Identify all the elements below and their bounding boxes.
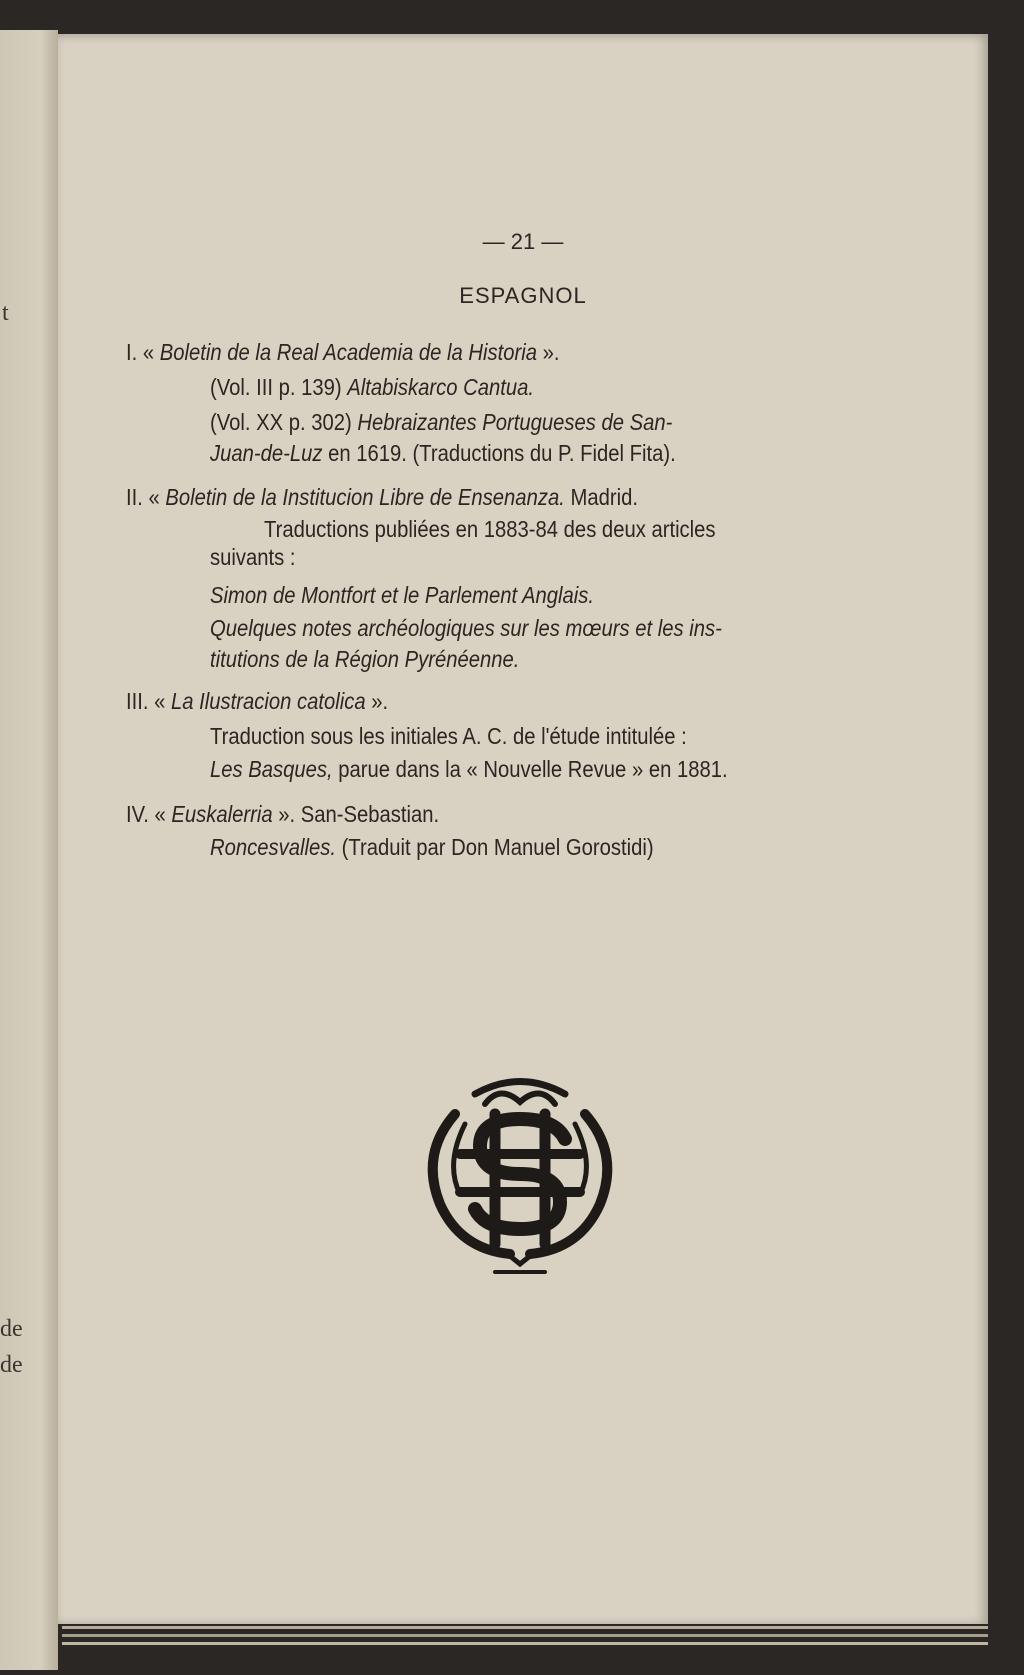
text-segment: (Traduit par Don Manuel Gorostidi) (336, 834, 654, 860)
text-line (126, 800, 439, 828)
text-line (210, 408, 672, 436)
page-number: — 21 — (482, 229, 564, 254)
text-line (126, 483, 638, 511)
text-line (210, 581, 594, 609)
book-page (58, 34, 988, 1624)
text-segment: ». (537, 339, 560, 365)
text-segment: (Vol. III p. 139) (210, 374, 348, 400)
text-segment: en 1619. (Traductions du P. Fidel Fita). (322, 440, 676, 466)
text-segment: parue dans la « Nouvelle Revue » en 1881. (332, 756, 728, 782)
section-heading: ESPAGNOL (459, 283, 587, 308)
italic-title-text: Juan-de-Luz (210, 440, 323, 466)
text-line (264, 515, 716, 543)
text-line (126, 687, 388, 715)
text-segment: IV. « (126, 801, 172, 827)
facing-page-fragment: de (0, 1352, 23, 1378)
text-segment: Traduction sous les initiales A. C. de l'étude intitulée : (210, 723, 687, 749)
italic-title-text: Simon de Montfort et le Parlement Anglais. (210, 582, 595, 608)
text-segment: suivants : (210, 544, 296, 570)
text-line (210, 645, 519, 673)
italic-title-text: Boletin de la Institucion Libre de Ensenanza. (165, 484, 565, 510)
italic-title-text: Roncesvalles. (210, 834, 337, 860)
text-line (210, 833, 654, 861)
text-line (210, 614, 722, 642)
italic-title-text: Les Basques, (210, 756, 333, 782)
facing-page-fragment: de (0, 1316, 23, 1342)
page-stack-edge (62, 1626, 988, 1629)
facing-page-fragment: t (2, 300, 9, 326)
italic-title-text: Hebraizantes Portugueses de San- (357, 409, 673, 435)
text-line (210, 755, 728, 783)
italic-title-text: titutions de la Région Pyrénéenne. (210, 646, 520, 672)
italic-title-text: Euskalerria (171, 801, 273, 827)
text-segment: Traductions publiées en 1883-84 des deux articles (264, 516, 716, 542)
text-segment: ». (365, 688, 389, 714)
text-segment: ». San-Sebastian. (272, 801, 440, 827)
text-segment: III. « (126, 688, 172, 714)
text-line (210, 439, 676, 467)
text-segment: (Vol. XX p. 302) (210, 409, 358, 435)
text-segment: Madrid. (564, 484, 638, 510)
text-segment: I. « (126, 339, 160, 365)
facing-page-edge (0, 30, 58, 1670)
text-line (210, 543, 295, 571)
printer-monogram-logo (415, 1074, 625, 1274)
text-line (210, 373, 534, 401)
page-stack-edge (62, 1642, 988, 1645)
text-line (126, 338, 560, 366)
italic-title-text: La Ilustracion catolica (171, 688, 366, 714)
text-segment: II. « (126, 484, 166, 510)
italic-title-text: Boletin de la Real Academia de la Historia (159, 339, 538, 365)
text-line (210, 722, 687, 750)
page-stack-edge (62, 1634, 988, 1637)
italic-title-text: Altabiskarco Cantua. (347, 374, 535, 400)
italic-title-text: Quelques notes archéologiques sur les mœurs et les ins- (210, 615, 722, 641)
